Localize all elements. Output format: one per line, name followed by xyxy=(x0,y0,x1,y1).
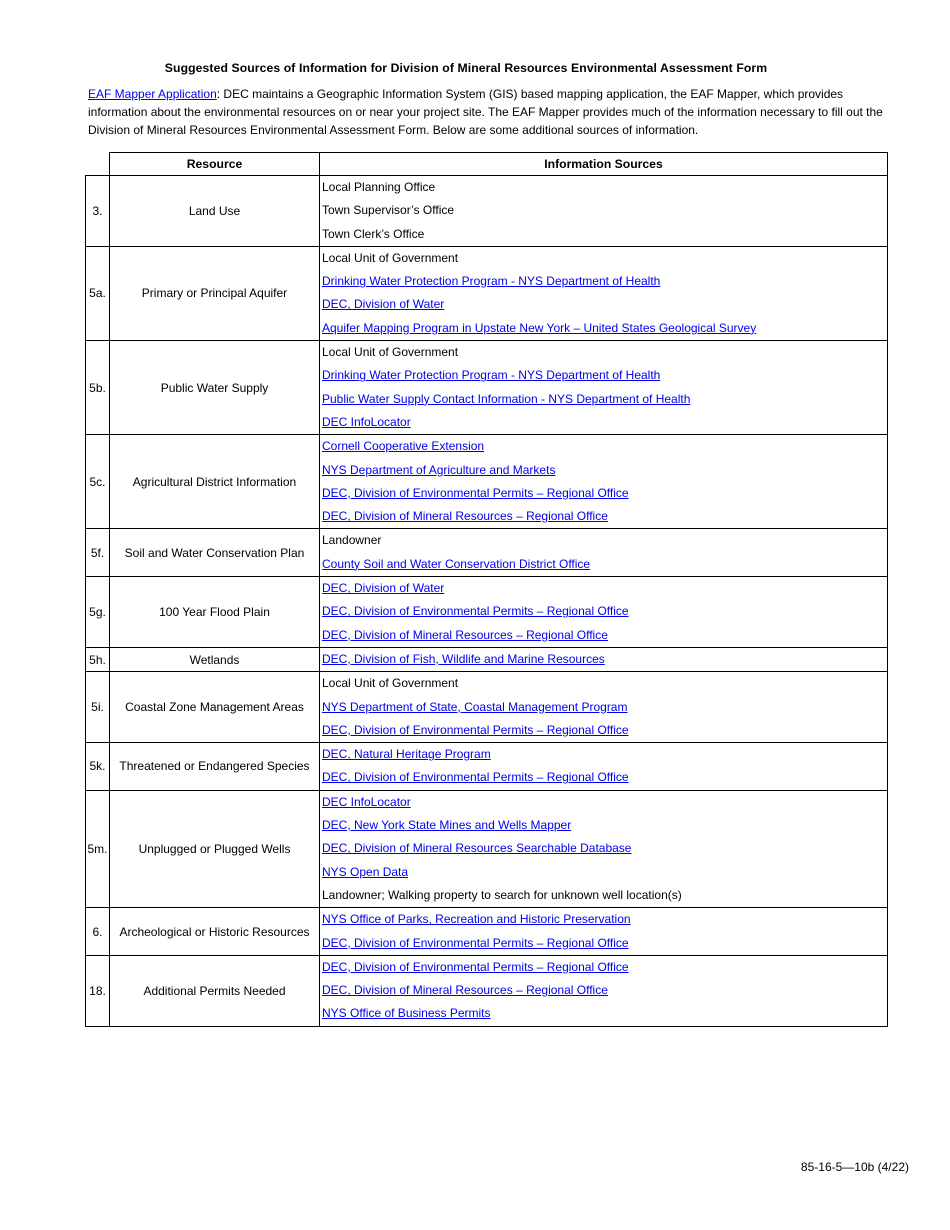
source-line xyxy=(320,199,887,222)
source-line xyxy=(320,482,887,505)
source-line xyxy=(320,505,887,528)
source-text: Local Unit of Government xyxy=(322,345,459,360)
source-line xyxy=(320,293,887,316)
source-line xyxy=(320,624,887,647)
source-line xyxy=(320,743,887,766)
form-number: 85-16-5—10b (4/22) xyxy=(800,1160,909,1174)
information-sources-cell xyxy=(320,743,888,791)
source-link[interactable]: DEC, Division of Mineral Resources – Regional Office xyxy=(322,509,608,524)
source-link[interactable]: DEC, Division of Mineral Resources – Regional Office xyxy=(322,627,608,642)
resource-name: Archeological or Historic Resources xyxy=(110,908,320,956)
information-sources-cell xyxy=(320,176,888,247)
resource-name: Land Use xyxy=(110,176,320,247)
resource-name: Public Water Supply xyxy=(110,341,320,435)
source-link[interactable]: NYS Office of Parks, Recreation and Historic Preservation xyxy=(322,912,631,927)
information-sources-cell xyxy=(320,955,888,1026)
source-text: Local Unit of Government xyxy=(322,250,459,265)
source-line xyxy=(320,766,887,789)
source-line xyxy=(320,837,887,860)
information-sources-cell xyxy=(320,672,888,743)
table-row xyxy=(86,577,888,648)
source-text: Town Supervisor’s Office xyxy=(322,203,455,218)
source-line xyxy=(320,176,887,199)
information-sources-cell xyxy=(320,908,888,956)
source-text: Local Unit of Government xyxy=(322,676,459,691)
source-line xyxy=(320,411,887,434)
source-link[interactable]: Public Water Supply Contact Information - NYS Department of Health xyxy=(322,391,691,406)
source-link[interactable]: DEC, Division of Environmental Permits – Regional Office xyxy=(322,935,629,950)
source-line xyxy=(320,861,887,884)
item-number: 5g. xyxy=(86,577,110,648)
source-link[interactable]: DEC, Division of Environmental Permits – Regional Office xyxy=(322,604,629,619)
source-line xyxy=(320,908,887,931)
header-blank-cell xyxy=(86,153,110,176)
item-number: 6. xyxy=(86,908,110,956)
source-line xyxy=(320,270,887,293)
source-line xyxy=(320,932,887,955)
source-link[interactable]: NYS Open Data xyxy=(322,864,409,879)
source-link[interactable]: DEC InfoLocator xyxy=(322,414,411,429)
source-link[interactable]: Drinking Water Protection Program - NYS Department of Health xyxy=(322,274,661,289)
item-number: 5f. xyxy=(86,529,110,577)
information-sources-cell xyxy=(320,529,888,577)
information-sources-cell xyxy=(320,246,888,340)
information-sources-cell xyxy=(320,341,888,435)
source-line xyxy=(320,1002,887,1025)
source-link[interactable]: DEC, Division of Environmental Permits – Regional Office xyxy=(322,770,629,785)
source-line xyxy=(320,600,887,623)
source-line xyxy=(320,979,887,1002)
item-number: 5k. xyxy=(86,743,110,791)
source-text: Landowner xyxy=(322,533,382,548)
source-link[interactable]: DEC, New York State Mines and Wells Mapper xyxy=(322,818,572,833)
item-number: 5b. xyxy=(86,341,110,435)
table-header-row xyxy=(86,153,888,176)
source-line xyxy=(320,884,887,907)
information-sources-cell xyxy=(320,790,888,907)
source-line xyxy=(320,247,887,270)
source-link[interactable]: DEC, Division of Mineral Resources Searchable Database xyxy=(322,841,632,856)
table-row xyxy=(86,435,888,529)
source-link[interactable]: NYS Office of Business Permits xyxy=(322,1006,491,1021)
source-text: Local Planning Office xyxy=(322,180,436,194)
header-information-sources: Information Sources xyxy=(320,153,888,176)
source-link[interactable]: DEC, Division of Environmental Permits – Regional Office xyxy=(322,722,629,737)
item-number: 5m. xyxy=(86,790,110,907)
table-row xyxy=(86,790,888,907)
source-link[interactable]: DEC, Division of Environmental Permits – Regional Office xyxy=(322,959,629,974)
source-line xyxy=(320,459,887,482)
source-line xyxy=(320,956,887,979)
item-number: 18. xyxy=(86,955,110,1026)
source-line xyxy=(320,529,887,552)
source-line xyxy=(320,553,887,576)
source-line xyxy=(320,791,887,814)
source-link[interactable]: Aquifer Mapping Program in Upstate New York – United States Geological Survey xyxy=(322,320,757,335)
source-link[interactable]: DEC, Division of Environmental Permits – Regional Office xyxy=(322,485,629,500)
resource-name: Soil and Water Conservation Plan xyxy=(110,529,320,577)
resource-name: Wetlands xyxy=(110,647,320,671)
table-row xyxy=(86,176,888,247)
item-number: 5c. xyxy=(86,435,110,529)
source-link[interactable]: NYS Department of State, Coastal Management Program xyxy=(322,699,628,714)
item-number: 5h. xyxy=(86,647,110,671)
table-row xyxy=(86,529,888,577)
information-sources-cell xyxy=(320,577,888,648)
source-line xyxy=(320,672,887,695)
item-number: 5i. xyxy=(86,672,110,743)
sources-table xyxy=(85,152,888,1027)
source-line xyxy=(320,364,887,387)
item-number: 3. xyxy=(86,176,110,247)
source-line xyxy=(320,435,887,458)
information-sources-cell xyxy=(320,647,888,671)
intro-text: : DEC maintains a Geographic Information System (GIS) based mapping application, the EAF Mapper, which provides information about the environmental resources on or near your project site. The EAF Mapper provides much of the information necessary to fill out the Division of Mineral Resources Environmental Assessment Form. Below are some additional sources of information. xyxy=(88,87,883,138)
source-text: Town Clerk’s Office xyxy=(322,226,425,241)
sources-table-container xyxy=(85,152,888,1027)
source-link[interactable]: DEC, Division of Water xyxy=(322,297,445,312)
source-line xyxy=(320,388,887,411)
source-link[interactable]: County Soil and Water Conservation District Office xyxy=(322,556,591,571)
source-line xyxy=(320,223,887,246)
source-link[interactable]: DEC, Division of Water xyxy=(322,581,445,596)
source-line xyxy=(320,577,887,600)
source-line xyxy=(320,341,887,364)
source-line xyxy=(320,814,887,837)
intro-paragraph xyxy=(88,85,893,140)
table-row xyxy=(86,246,888,340)
page-title: Suggested Sources of Information for Division of Mineral Resources Environmental Assessment Form xyxy=(164,61,768,75)
resource-name: Threatened or Endangered Species xyxy=(110,743,320,791)
table-row xyxy=(86,908,888,956)
table-row xyxy=(86,955,888,1026)
table-row xyxy=(86,672,888,743)
resource-name: Agricultural District Information xyxy=(110,435,320,529)
table-body xyxy=(86,176,888,1027)
source-link[interactable]: DEC, Division of Mineral Resources – Regional Office xyxy=(322,983,608,998)
source-link[interactable]: DEC, Division of Fish, Wildlife and Marine Resources xyxy=(322,651,605,666)
eaf-mapper-link[interactable]: EAF Mapper Application xyxy=(88,87,217,101)
source-link[interactable]: Drinking Water Protection Program - NYS Department of Health xyxy=(322,368,661,383)
source-line xyxy=(320,719,887,742)
source-link[interactable]: DEC InfoLocator xyxy=(322,794,411,809)
resource-name: Unplugged or Plugged Wells xyxy=(110,790,320,907)
source-text: Landowner; Walking property to search for unknown well location(s) xyxy=(322,887,682,902)
source-line xyxy=(320,317,887,340)
table-row xyxy=(86,341,888,435)
source-link[interactable]: NYS Department of Agriculture and Markets xyxy=(322,462,556,477)
source-line xyxy=(320,648,887,671)
source-link[interactable]: Cornell Cooperative Extension xyxy=(322,439,485,454)
resource-name: Additional Permits Needed xyxy=(110,955,320,1026)
resource-name: 100 Year Flood Plain xyxy=(110,577,320,648)
source-line xyxy=(320,696,887,719)
resource-name: Primary or Principal Aquifer xyxy=(110,246,320,340)
source-link[interactable]: DEC, Natural Heritage Program xyxy=(322,747,491,762)
information-sources-cell xyxy=(320,435,888,529)
table-row xyxy=(86,647,888,671)
item-number: 5a. xyxy=(86,246,110,340)
resource-name: Coastal Zone Management Areas xyxy=(110,672,320,743)
header-resource: Resource xyxy=(110,153,320,176)
table-row xyxy=(86,743,888,791)
